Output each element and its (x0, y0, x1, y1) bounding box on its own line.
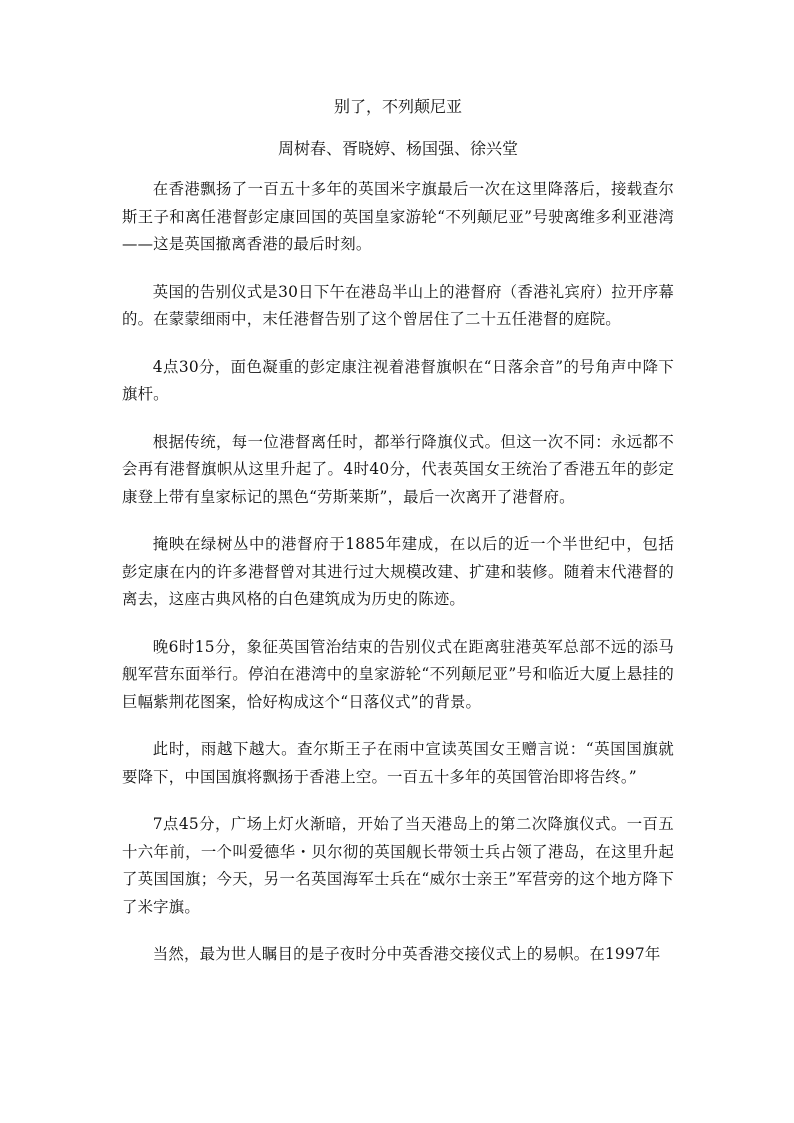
paragraph: 在香港飘扬了一百五十多年的英国米字旗最后一次在这里降落后，接载查尔斯王子和离任港督彭定康回国的英国皇家游轮“不列颠尼亚”号驶离维多利亚港湾——这是英国撤离香港的最后时刻。 (122, 180, 674, 253)
document-title: 别了，不列颠尼亚 (333, 97, 462, 116)
paragraph: 掩映在绿树丛中的港督府于1885年建成，在以后的近一个半世纪中，包括彭定康在内的许多港督曾对其进行过大规模改建、扩建和装修。随着末代港督的离去，这座古典风格的白色建筑成为历史的陈迹。 (122, 535, 674, 608)
document-authors: 周树春、胥晓婷、杨国强、徐兴堂 (277, 139, 518, 158)
paragraph: 根据传统，每一位港督离任时，都举行降旗仪式。但这一次不同：永远都不会再有港督旗帜从这里升起了。4时40分，代表英国女王统治了香港五年的彭定康登上带有皇家标记的黑色“劳斯莱斯”，最后一次离开了港督府。 (122, 432, 674, 506)
paragraph: 晚6时15分，象征英国管治结束的告别仪式在距离驻港英军总部不远的添马舰军营东面举行。停泊在港湾中的皇家游轮“不列颠尼亚”号和临近大厦上悬挂的巨幅紫荆花图案，恰好构成这个“日落仪式”的背景。 (122, 637, 674, 711)
paragraph: 7点45分，广场上灯火渐暗，开始了当天港岛上的第二次降旗仪式。一百五十六年前，一个叫爱德华・贝尔彻的英国舰长带领士兵占领了港岛，在这里升起了英国国旗；今天，另一名英国海军士兵在“威尔士亲王”军营旁的这个地方降下了米字旗。 (122, 815, 674, 916)
paragraph: 当然，最为世人瞩目的是子夜时分中英香港交接仪式上的易帜。在1997年 (152, 945, 661, 963)
paragraph: 4点30分，面色凝重的彭定康注视着港督旗帜在“日落余音”的号角声中降下旗杆。 (122, 357, 674, 403)
paragraph: 英国的告别仪式是30日下午在港岛半山上的港督府（香港礼宾府）拉开序幕的。在蒙蒙细雨中，末任港督告别了这个曾居住了二十五任港督的庭院。 (122, 282, 674, 328)
paragraph: 此时，雨越下越大。查尔斯王子在雨中宣读英国女王赠言说：“英国国旗就要降下，中国国旗将飘扬于香港上空。一百五十多年的英国管治即将告终。” (122, 740, 674, 786)
